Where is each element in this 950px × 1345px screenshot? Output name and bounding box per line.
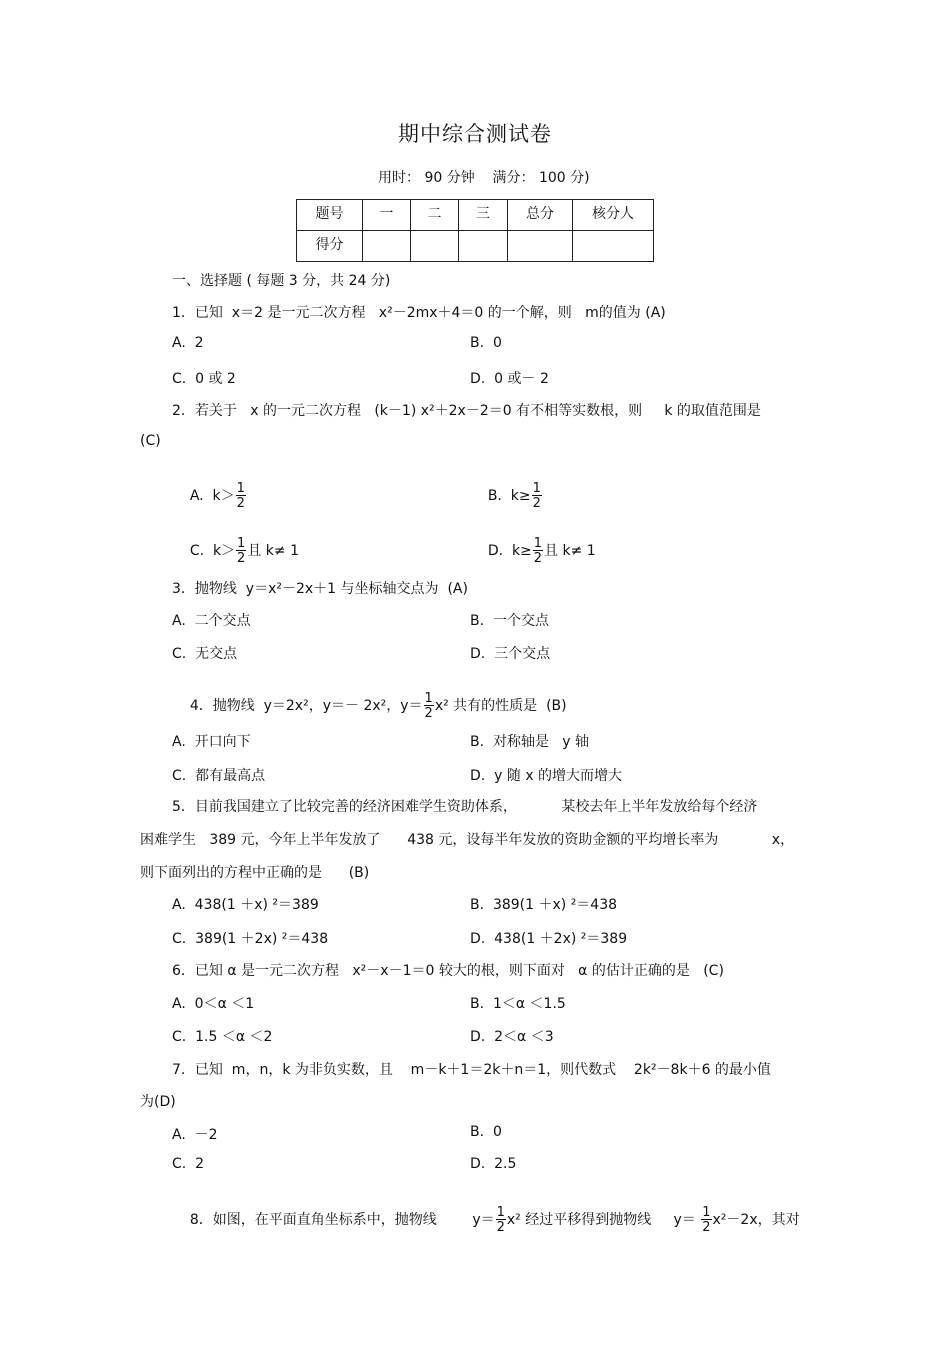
fraction-denominator: 2	[702, 1220, 711, 1235]
fraction-denominator: 2	[533, 551, 543, 566]
q4-option-d: D. y 随 x 的增大而增大	[470, 768, 623, 784]
score-table-score-row	[297, 231, 654, 262]
question-7-stem: 7．已知 m，n，k 为非负实数，且 m－k＋1＝2k＋n＝1，则代数式 2k²－8k＋6 的最小值	[172, 1062, 771, 1078]
score-cell: 核分人	[573, 200, 654, 231]
q1-option-d: D. 0 或－ 2	[470, 371, 549, 387]
exam-title: 期中综合测试卷	[398, 122, 552, 146]
q3-option-a: A. 二个交点	[172, 613, 251, 629]
q8-stem-text: 8．如图，在平面直角坐标系中，抛物线 y＝	[189, 1212, 495, 1228]
q2-option-d-tail: 且 k≠ 1	[544, 543, 596, 559]
q2-option-d-text: D. k≥	[487, 543, 532, 559]
q2-option-d	[470, 521, 596, 581]
fraction	[496, 1206, 506, 1234]
question-2-stem-cont: (C)	[140, 433, 161, 449]
question-5-stem-cont: 困难学生 389 元，今年上半年发放了 438 元，设每半年发放的资助金额的平均增长率为 x，	[140, 832, 795, 848]
score-table-header-row	[297, 200, 654, 231]
score-cell-empty	[459, 231, 508, 262]
question-4-stem	[172, 676, 567, 736]
question-8-stem	[172, 1190, 800, 1250]
fraction-numerator: 1	[532, 481, 541, 496]
fraction-denominator: 2	[496, 1220, 505, 1235]
fraction	[424, 692, 434, 720]
fraction-denominator: 2	[424, 706, 433, 721]
q6-option-d: D. 2＜α ＜3	[470, 1029, 554, 1045]
exam-meta: 用时： 90 分钟 满分： 100 分)	[378, 170, 590, 186]
fraction-numerator: 1	[237, 536, 246, 551]
question-5-stem: 5．目前我国建立了比较完善的经济困难学生资助体系， 某校去年上半年发放给每个经济	[172, 799, 758, 815]
q1-option-a: A. 2	[172, 335, 204, 351]
score-cell: 总分	[508, 200, 573, 231]
score-cell: 得分	[297, 231, 363, 262]
q7-option-a: A. －2	[172, 1127, 218, 1143]
q4-option-c: C. 都有最高点	[172, 768, 266, 784]
score-cell-empty	[363, 231, 411, 262]
fraction	[701, 1206, 711, 1234]
fraction	[533, 537, 543, 565]
q4-option-a: A. 开口向下	[172, 734, 251, 750]
q4-stem-text: 4．抛物线 y＝2x²，y＝－ 2x²，y＝	[189, 698, 423, 714]
fraction-numerator: 1	[533, 536, 543, 551]
q5-option-b: B. 389(1 ＋x) ²＝438	[470, 897, 618, 913]
fraction-numerator: 1	[496, 1205, 505, 1220]
fraction	[236, 482, 246, 510]
q3-option-d: D. 三个交点	[470, 646, 551, 662]
q6-option-b: B. 1＜α ＜1.5	[470, 996, 566, 1012]
fraction-denominator: 2	[532, 496, 541, 511]
q2-option-c-text: C. k＞	[189, 543, 236, 559]
q4-option-b: B. 对称轴是 y 轴	[470, 734, 590, 750]
score-cell-empty	[411, 231, 459, 262]
q8-stem-mid: x² 经过平移得到抛物线 y＝	[506, 1212, 701, 1228]
question-1-stem: 1．已知 x＝2 是一元二次方程 x²－2mx＋4＝0 的一个解，则 m的值为 (A)	[172, 305, 666, 321]
q6-option-c: C. 1.5 ＜α ＜2	[172, 1029, 273, 1045]
q2-option-b-text: B. k≥	[487, 488, 531, 504]
q5-option-a: A. 438(1 ＋x) ²＝389	[172, 897, 319, 913]
score-cell: 一	[363, 200, 411, 231]
fraction-numerator: 1	[702, 1205, 711, 1220]
q7-option-c: C. 2	[172, 1156, 205, 1172]
score-cell: 二	[411, 200, 459, 231]
q4-stem-tail: x² 共有的性质是 (B)	[434, 698, 567, 714]
q1-option-c: C. 0 或 2	[172, 371, 236, 387]
q2-option-a	[172, 466, 247, 526]
section-heading: 一、选择题 ( 每题 3 分，共 24 分)	[172, 273, 391, 289]
score-cell: 三	[459, 200, 508, 231]
q3-option-b: B. 一个交点	[470, 613, 549, 629]
q1-option-b: B. 0	[470, 335, 502, 351]
score-cell: 题号	[297, 200, 363, 231]
score-table	[296, 199, 654, 262]
q5-option-c: C. 389(1 ＋2x) ²＝438	[172, 931, 329, 947]
fraction-numerator: 1	[236, 481, 245, 496]
q3-option-c: C. 无交点	[172, 646, 238, 662]
question-7-stem-cont: 为(D)	[140, 1094, 176, 1110]
q7-option-b: B. 0	[470, 1124, 502, 1140]
q6-option-a: A. 0＜α ＜1	[172, 996, 255, 1012]
question-5-stem-cont: 则下面列出的方程中正确的是 (B)	[140, 865, 370, 881]
question-3-stem: 3．抛物线 y＝x²－2x＋1 与坐标轴交点为 (A)	[172, 581, 468, 597]
fraction	[532, 482, 542, 510]
fraction-denominator: 2	[236, 496, 245, 511]
q7-option-d: D. 2.5	[470, 1156, 517, 1172]
q5-option-d: D. 438(1 ＋2x) ²＝389	[470, 931, 628, 947]
question-6-stem: 6．已知 α 是一元二次方程 x²－x－1＝0 较大的根，则下面对 α 的估计正确的是 (C)	[172, 963, 724, 979]
fraction-denominator: 2	[237, 551, 246, 566]
score-cell-empty	[573, 231, 654, 262]
fraction	[236, 537, 246, 565]
q2-option-b	[470, 466, 543, 526]
q2-option-c-tail: 且 k≠ 1	[247, 543, 299, 559]
q8-stem-tail: x²－2x，其对	[712, 1212, 800, 1228]
score-cell-empty	[508, 231, 573, 262]
fraction-numerator: 1	[424, 691, 433, 706]
q2-option-a-text: A. k＞	[189, 488, 235, 504]
question-2-stem: 2．若关于 x 的一元二次方程 (k－1) x²＋2x－2＝0 有不相等实数根，则 k 的取值范围是	[172, 403, 761, 419]
q2-option-c	[172, 521, 299, 581]
